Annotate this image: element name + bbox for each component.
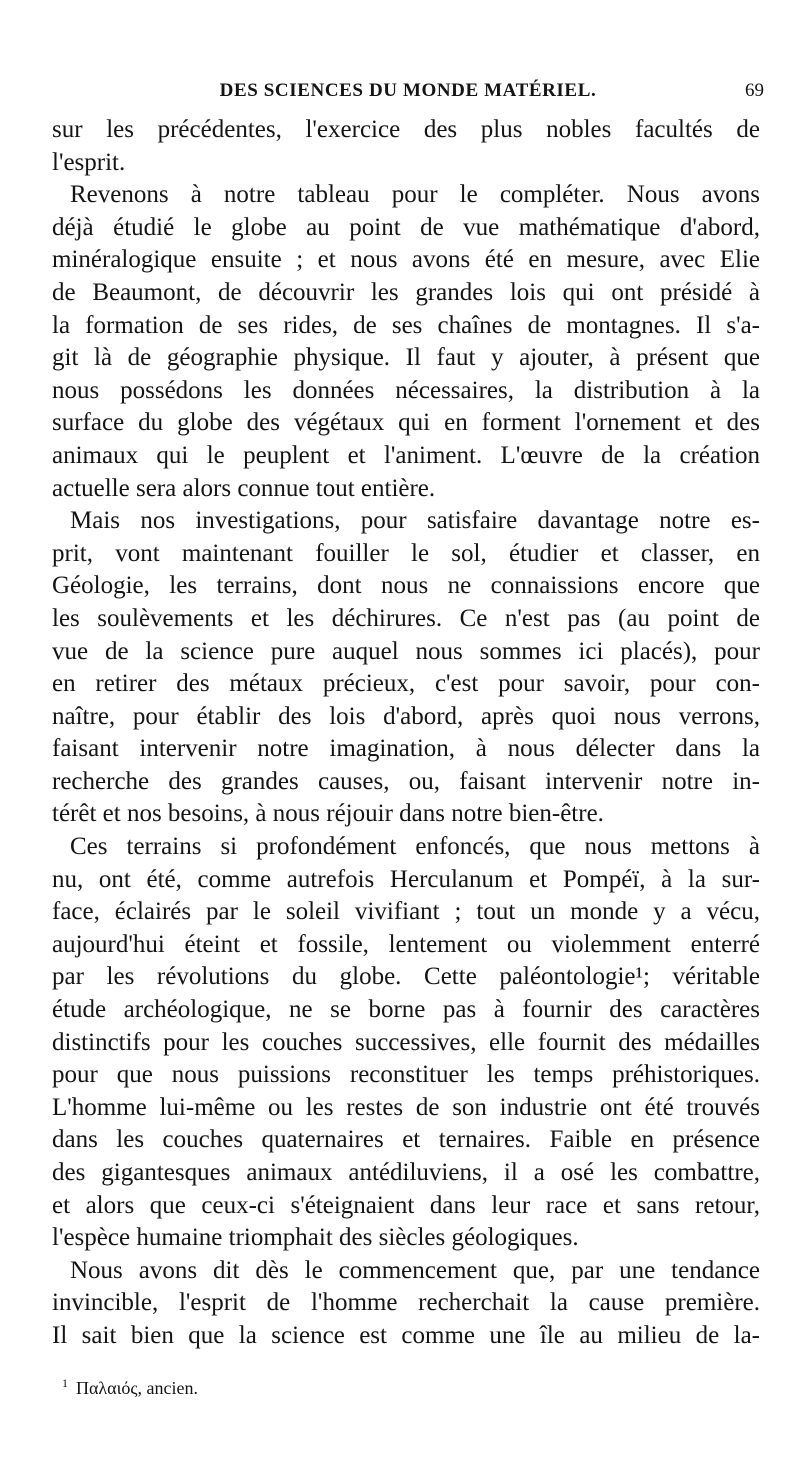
text-line: prit, vont maintenant fouiller le sol, étudier et classer, en bbox=[52, 539, 760, 567]
text-line: animaux qui le peuplent et l'animent. L'œuvre de la création bbox=[52, 441, 760, 469]
text-line: étude archéologique, ne se borne pas à fournir des caractères bbox=[52, 996, 760, 1024]
text-line: actuelle sera alors connue tout entière. bbox=[52, 474, 436, 502]
text-line: Nous avons dit dès le commencement que, par une tendance bbox=[70, 1256, 760, 1284]
running-title: DES SCIENCES DU MONDE MATÉRIEL. bbox=[219, 80, 597, 101]
text-line: faisant intervenir notre imagination, à nous délecter dans la bbox=[52, 735, 760, 763]
text-line: naître, pour établir des lois d'abord, après quoi nous verrons, bbox=[52, 702, 760, 730]
text-line: face, éclairés par le soleil vivifiant ; tout un monde y a vécu, bbox=[52, 898, 760, 926]
text-line: minéralogique ensuite ; et nous avons été en mesure, avec Elie bbox=[52, 246, 760, 274]
text-line: pour que nous puissions reconstituer les temps préhistoriques. bbox=[52, 1061, 760, 1089]
text-line: les soulèvements et les déchirures. Ce n'est pas (au point de bbox=[52, 604, 760, 632]
footnote bbox=[62, 1376, 198, 1399]
text-line: Ces terrains si profondément enfoncés, que nous mettons à bbox=[70, 833, 760, 861]
text-line: des gigantesques animaux antédiluviens, il a osé les combattre, bbox=[52, 1159, 760, 1186]
text-line: et alors que ceux-ci s'éteignaient dans leur race et sans retour, bbox=[52, 1191, 760, 1219]
page-number: 69 bbox=[745, 80, 764, 101]
text-line: Mais nos investigations, pour satisfaire davantage notre es- bbox=[70, 507, 760, 535]
text-line: de Beaumont, de découvrir les grandes lois qui ont présidé à bbox=[52, 278, 760, 306]
text-line: recherche des grandes causes, ou, faisant intervenir notre in- bbox=[52, 767, 760, 795]
text-line: térêt et nos besoins, à nous réjouir dans notre bien-être. bbox=[52, 800, 604, 828]
text-line: Géologie, les terrains, dont nous ne connaissions encore que bbox=[52, 572, 760, 600]
text-line: git là de géographie physique. Il faut y ajouter, à présent que bbox=[52, 344, 760, 372]
text-line: Il sait bien que la science est comme une île au milieu de la- bbox=[52, 1321, 760, 1349]
text-line: l'espèce humaine triomphait des siècles géologiques. bbox=[52, 1224, 579, 1252]
text-line: distinctifs pour les couches successives, elle fournit des médailles bbox=[52, 1028, 760, 1056]
text-line: surface du globe des végétaux qui en forment l'ornement et des bbox=[52, 409, 760, 437]
text-line: nu, ont été, comme autrefois Herculanum et Pompéï, à la sur- bbox=[52, 865, 760, 893]
running-head bbox=[52, 80, 764, 114]
text-line: invincible, l'esprit de l'homme recherchait la cause première. bbox=[52, 1289, 760, 1317]
text-line: aujourd'hui éteint et fossile, lentement ou violemment enterré bbox=[52, 930, 760, 958]
text-line: nous possédons les données nécessaires, la distribution à la bbox=[52, 376, 760, 404]
footnote-mark: 1 bbox=[62, 1376, 68, 1390]
footnote-text: Παλαιός, ancien. bbox=[76, 1378, 199, 1398]
text-line: sur les précédentes, l'exercice des plus nobles facultés de bbox=[52, 116, 760, 143]
text-line: par les révolutions du globe. Cette paléontologie¹; véritable bbox=[52, 963, 760, 991]
text-line: L'homme lui-même ou les restes de son industrie ont été trouvés bbox=[52, 1093, 760, 1121]
text-line: Revenons à notre tableau pour le compléter. Nous avons bbox=[70, 181, 760, 209]
text-line: vue de la science pure auquel nous sommes ici placés), pour bbox=[52, 637, 760, 665]
text-line: en retirer des métaux précieux, c'est pour savoir, pour con- bbox=[52, 670, 760, 698]
body-text bbox=[52, 114, 760, 1353]
text-line: la formation de ses rides, de ses chaînes de montagnes. Il s'a- bbox=[52, 311, 760, 339]
text-line: l'esprit. bbox=[52, 148, 126, 176]
text-line: déjà étudié le globe au point de vue mathématique d'abord, bbox=[52, 213, 760, 241]
text-line: dans les couches quaternaires et ternaires. Faible en présence bbox=[52, 1126, 760, 1154]
